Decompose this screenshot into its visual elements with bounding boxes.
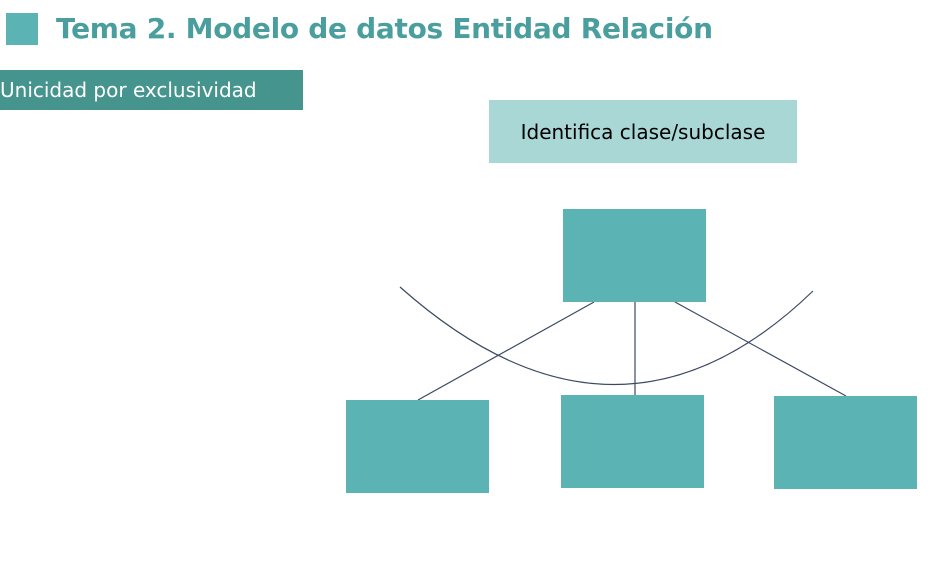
child-entity-box-3 [774,396,917,489]
parent-entity-box [563,209,706,302]
section-banner: Unicidad por exclusividad [0,70,303,110]
connector-line-right [675,302,846,396]
child-entity-box-2 [561,395,704,488]
callout-box: Identifica clase/subclase [489,100,797,163]
child-entity-box-1 [346,400,489,493]
page-title: Tema 2. Modelo de datos Entidad Relación [56,12,713,45]
connector-line-left [418,302,594,400]
